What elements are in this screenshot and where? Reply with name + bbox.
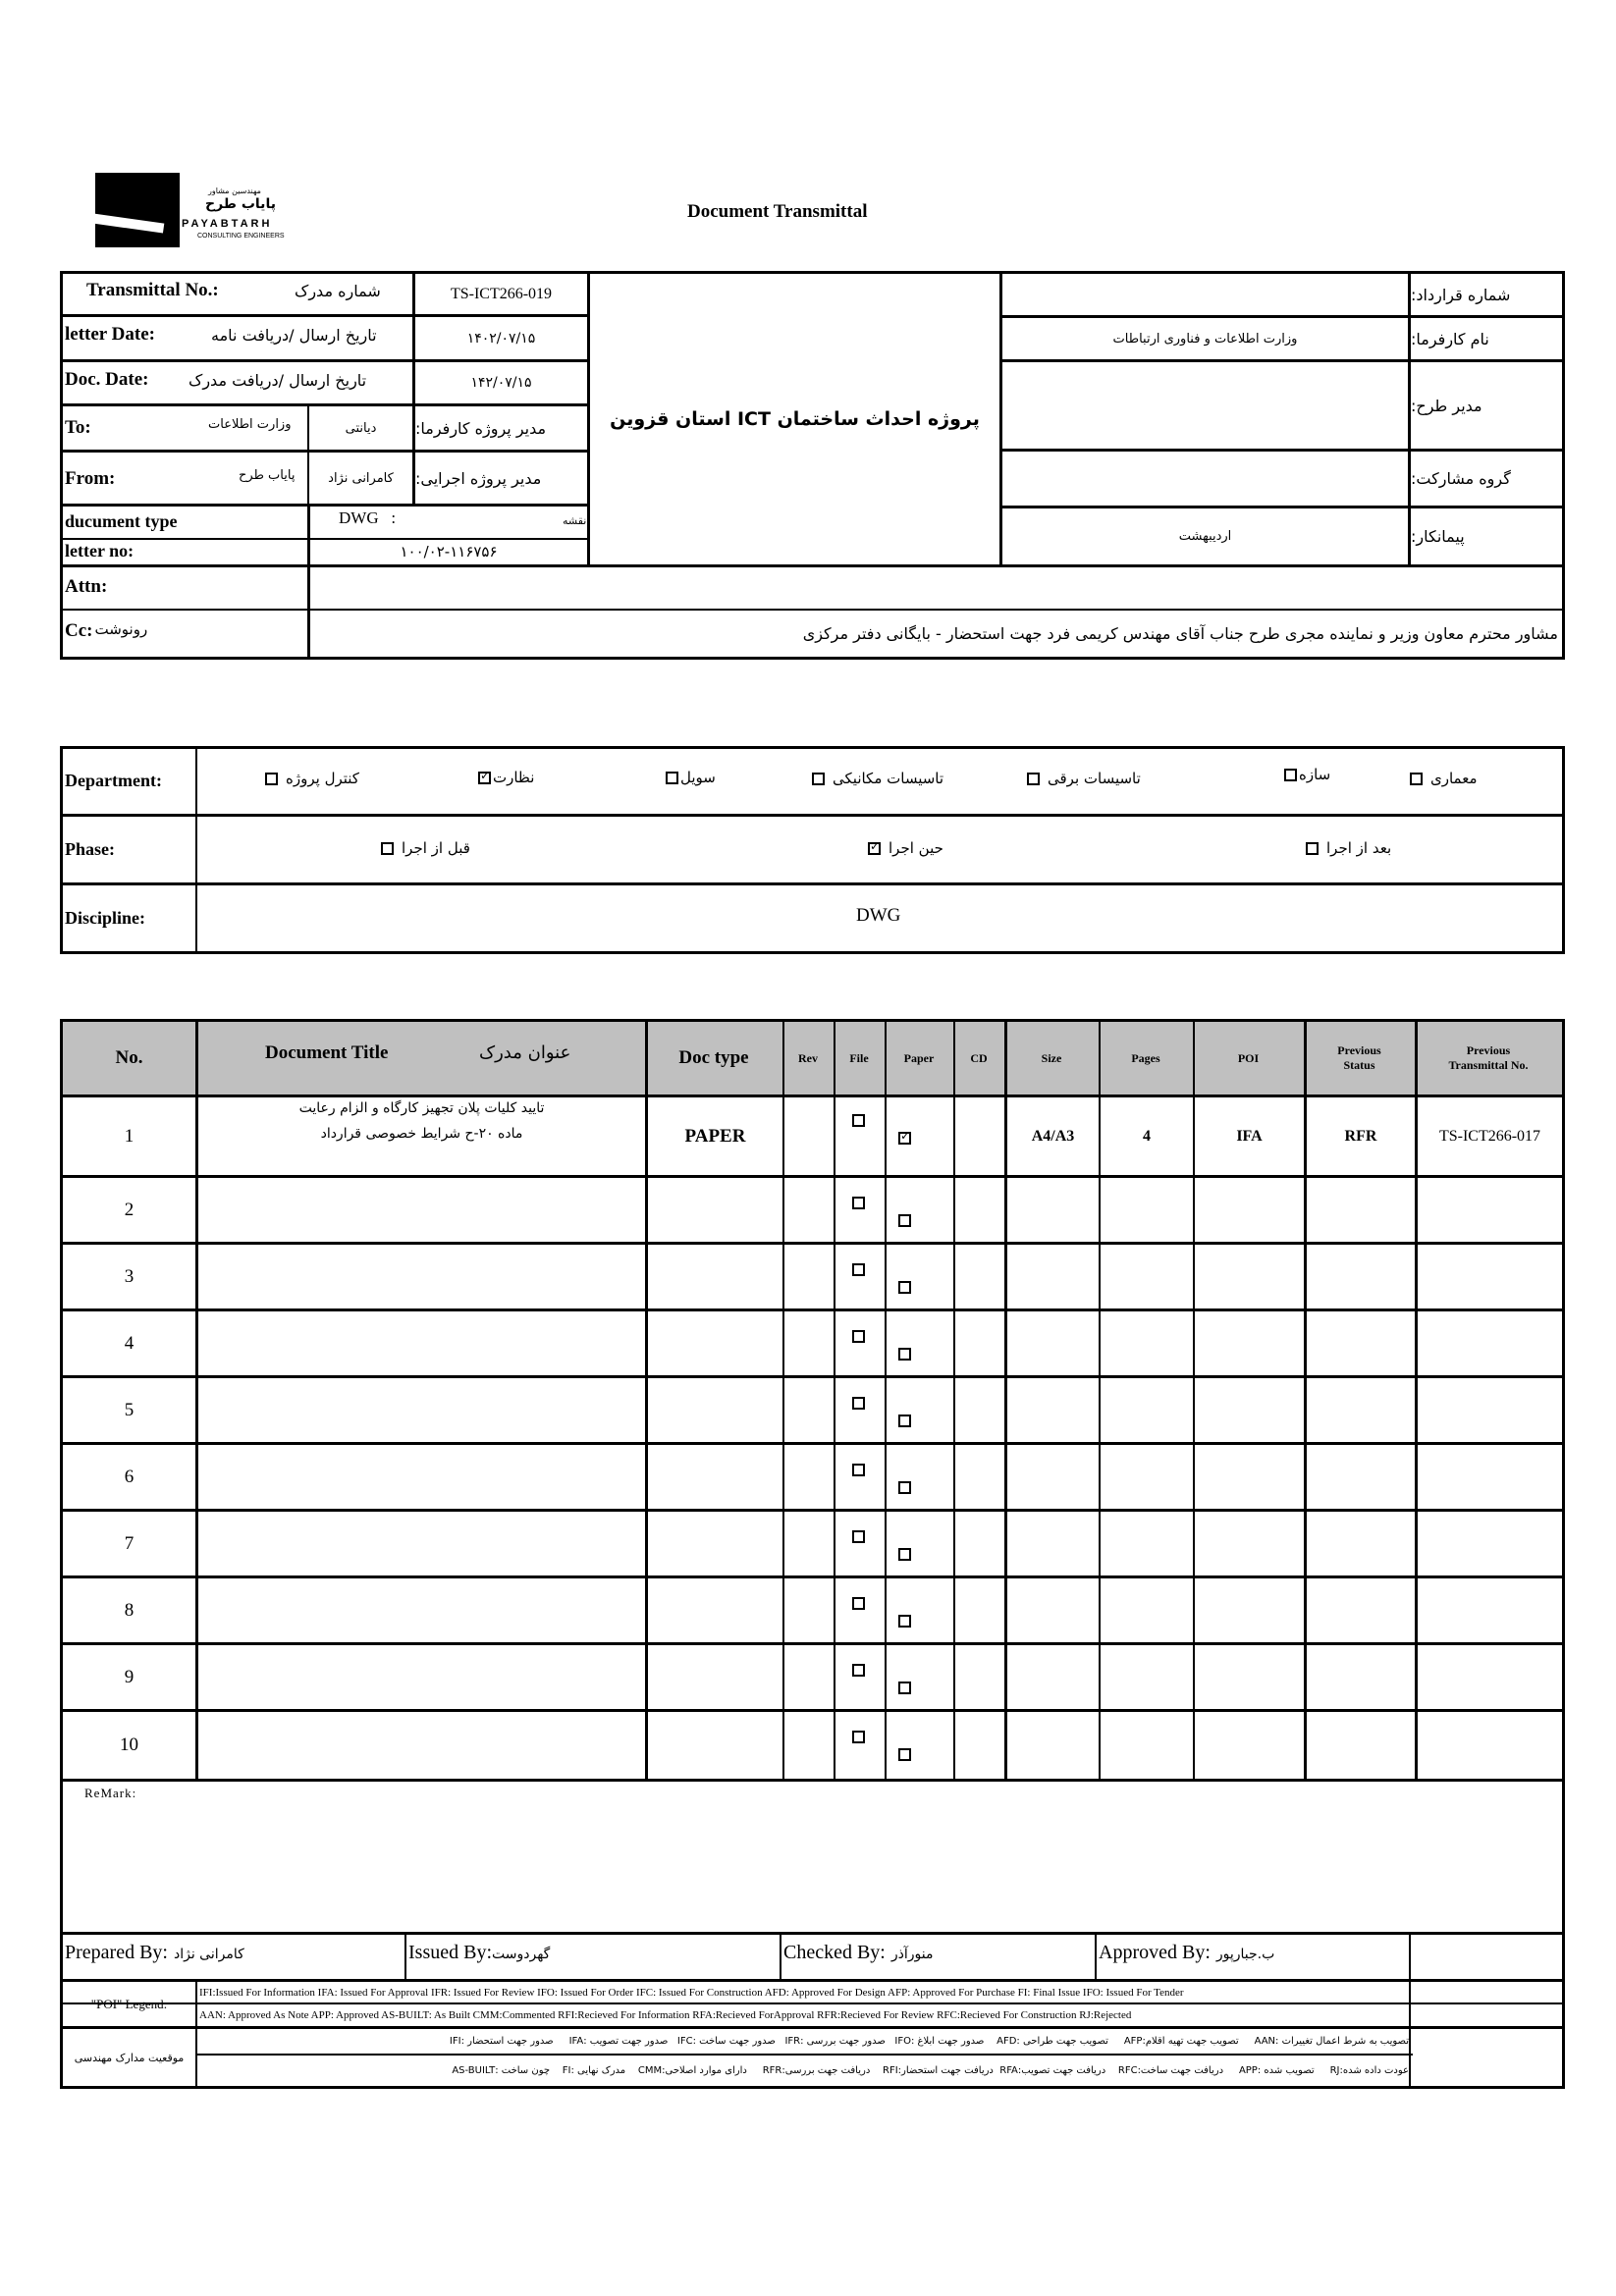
cell-size[interactable]: [1007, 1578, 1099, 1642]
attn-label: Attn:: [65, 576, 108, 597]
status-legend-line1: تصویب به شرط اعمال تغییرات :AAN تصویب جهت تهیه اقلام:AFP تصویب جهت طراحی :AFD صدور جهت ابلاغ :IFO صدور جهت بررسی :IFR صدور جهت ساخت :IFC صدور جهت تصویب :IFA صدور جهت استحضار :IFI: [449, 2036, 1409, 2047]
document-type-value[interactable]: DWG :: [339, 508, 397, 527]
checkbox-icon[interactable]: [852, 1530, 865, 1543]
transmittal-no-label-fa: شماره مدرک: [295, 282, 381, 300]
cell-prev-transmittal[interactable]: [1418, 1378, 1562, 1442]
checkbox-icon[interactable]: [852, 1731, 865, 1743]
cell-prev-status[interactable]: [1307, 1712, 1415, 1779]
contractor-label: پیمانکار:: [1411, 527, 1465, 546]
department-option-supervision[interactable]: نظارت ✓: [478, 769, 534, 786]
discipline-label: Discipline:: [65, 908, 146, 928]
cell-cd[interactable]: [955, 1097, 1004, 1175]
cell-size[interactable]: A4/A3: [1031, 1127, 1075, 1145]
col-prev-status: Previous Status: [1337, 1043, 1381, 1072]
cell-size[interactable]: [1007, 1178, 1099, 1242]
cell-pages[interactable]: [1101, 1245, 1193, 1308]
cell-size[interactable]: [1007, 1445, 1099, 1509]
cell-title[interactable]: [198, 1376, 645, 1440]
cell-title[interactable]: [198, 1643, 645, 1707]
checkbox-icon[interactable]: [1410, 773, 1423, 785]
department-option-mechanical[interactable]: تاسیسات مکانیکی: [812, 770, 943, 787]
cell-no: 3: [124, 1265, 135, 1287]
attn-value[interactable]: [312, 567, 1562, 609]
col-title-fa: عنوان مدرک: [479, 1042, 571, 1063]
checkbox-icon[interactable]: [852, 1263, 865, 1276]
discipline-value[interactable]: DWG: [856, 905, 901, 926]
department-option-civil[interactable]: سویل: [666, 769, 716, 786]
cell-prev-transmittal[interactable]: [1418, 1512, 1562, 1575]
cell-poi[interactable]: [1195, 1512, 1304, 1575]
cell-title[interactable]: [198, 1243, 645, 1307]
cell-poi[interactable]: [1195, 1645, 1304, 1709]
department-option-architecture[interactable]: معماری: [1410, 770, 1478, 787]
from-label: From:: [65, 468, 116, 489]
checkbox-icon[interactable]: [898, 1682, 911, 1694]
logo-en-name: PAYABTARH: [182, 218, 273, 230]
approved-by-name[interactable]: ب.جبارپور: [1215, 1947, 1275, 1962]
checkbox-icon[interactable]: [265, 773, 278, 785]
cell-pages[interactable]: 4: [1143, 1127, 1151, 1145]
cell-no: 4: [124, 1332, 135, 1354]
cell-prev-status[interactable]: [1307, 1512, 1415, 1575]
cell-cd[interactable]: [955, 1378, 1004, 1442]
checkbox-checked-icon[interactable]: [478, 772, 491, 784]
transmittal-no-value[interactable]: TS-ICT266-019: [450, 285, 553, 302]
document-type-label: ducument type: [65, 511, 178, 531]
cell-prev-transmittal[interactable]: [1418, 1712, 1562, 1779]
cell-no: 2: [124, 1199, 135, 1220]
cell-pages[interactable]: [1101, 1178, 1193, 1242]
col-poi: POI: [1237, 1050, 1260, 1065]
cell-no: 7: [124, 1532, 135, 1554]
col-pages: Pages: [1131, 1050, 1160, 1065]
checkbox-icon[interactable]: [898, 1548, 911, 1561]
cell-no: 8: [124, 1599, 135, 1621]
from-role: مدیر پروژه اجرایی:: [415, 468, 542, 488]
col-size: Size: [1041, 1050, 1062, 1065]
poi-legend-label: "POI" Legend:: [90, 1996, 168, 2011]
cell-prev-status[interactable]: [1307, 1578, 1415, 1642]
logo-tagline: CONSULTING ENGINEERS: [197, 233, 285, 240]
partnership-label: گروه مشارکت:: [1411, 469, 1511, 488]
cell-rev[interactable]: [784, 1512, 834, 1575]
col-paper: Paper: [903, 1050, 935, 1065]
phase-option-after[interactable]: بعد از اجرا: [1306, 839, 1391, 857]
checkbox-checked-icon[interactable]: [898, 1132, 911, 1145]
issued-by: Issued By: گهردوست: [408, 1942, 551, 1963]
cell-cd[interactable]: [955, 1645, 1004, 1709]
col-file: File: [849, 1050, 869, 1065]
cell-cd[interactable]: [955, 1578, 1004, 1642]
checkbox-icon[interactable]: [852, 1397, 865, 1410]
cell-title[interactable]: [198, 1309, 645, 1373]
cell-rev[interactable]: [784, 1378, 834, 1442]
cell-poi[interactable]: [1195, 1578, 1304, 1642]
cc-label-en: Cc:: [65, 620, 93, 641]
checkbox-icon[interactable]: [898, 1615, 911, 1628]
cell-no: 5: [124, 1399, 135, 1420]
cell-prev-status[interactable]: [1307, 1178, 1415, 1242]
cell-doc-type[interactable]: [648, 1578, 782, 1642]
cell-rev[interactable]: [784, 1178, 834, 1242]
phase-option-during[interactable]: حین اجرا ✓: [868, 839, 943, 857]
poi-legend-line2: AAN: Approved As Note APP: Approved AS-BUILT: As Built CMM:Commented RFI:Recieved For Information RFA:Recieved ForApproval RFR:Recieved For Review RFC:Recieved For Construction RJ:Rejected: [199, 2009, 1132, 2021]
to-person[interactable]: دیانتی: [345, 420, 377, 436]
cell-doc-type[interactable]: PAPER: [684, 1125, 746, 1147]
cell-pages[interactable]: [1101, 1578, 1193, 1642]
page-title: Document Transmittal: [687, 201, 868, 222]
cell-poi[interactable]: [1195, 1445, 1304, 1509]
transmittal-no-label: Transmittal No.:: [86, 280, 219, 300]
cell-prev-status[interactable]: RFR: [1344, 1127, 1377, 1145]
department-label: Department:: [65, 771, 162, 790]
checkbox-icon[interactable]: [898, 1214, 911, 1227]
client-label: نام کارفرما:: [1411, 329, 1489, 348]
col-prev-transmittal: Previous Transmittal No.: [1448, 1043, 1529, 1072]
checkbox-icon[interactable]: [812, 773, 825, 785]
checkbox-icon[interactable]: [852, 1664, 865, 1677]
letter-no-label: letter no:: [65, 541, 135, 561]
department-option-project-control[interactable]: کنترل پروژه: [265, 770, 359, 787]
cell-title[interactable]: [198, 1510, 645, 1574]
cell-poi[interactable]: [1195, 1178, 1304, 1242]
cell-poi[interactable]: IFA: [1236, 1127, 1263, 1145]
cell-title[interactable]: [198, 1710, 645, 1777]
status-legend-line2: عودت داده شده:RJ تصویب شده :APP دریافت جهت ساخت:RFC دریافت جهت تصویب:RFA دریافت جهت استحضار:RFI دریافت جهت بررسی:RFR دارای موارد اصلاحی:CMM مدرک نهایی :FI چون ساخت :AS-BUILT: [452, 2065, 1409, 2076]
checkbox-checked-icon[interactable]: [868, 842, 881, 855]
contractor-value[interactable]: اردیبهشت: [1178, 529, 1232, 544]
cell-cd[interactable]: [955, 1178, 1004, 1242]
checkbox-icon[interactable]: [1306, 842, 1319, 855]
cell-rev[interactable]: [784, 1245, 834, 1308]
cell-prev-transmittal[interactable]: TS-ICT266-017: [1438, 1127, 1541, 1145]
logo-fa-subtitle: مهندسین مشاور: [208, 187, 261, 195]
to-org[interactable]: وزارت اطلاعات: [208, 417, 292, 432]
col-cd: CD: [970, 1050, 988, 1065]
checked-by: Checked By: منورآذر: [783, 1942, 934, 1963]
status-legend-label: موقعیت مدارک مهندسی: [74, 2051, 185, 2064]
cell-size[interactable]: [1007, 1512, 1099, 1575]
checkbox-icon[interactable]: [898, 1481, 911, 1494]
company-logo: [95, 173, 316, 251]
cell-pages[interactable]: [1101, 1712, 1193, 1779]
plan-manager-value[interactable]: [1002, 362, 1408, 449]
cell-pages[interactable]: [1101, 1311, 1193, 1375]
cell-prev-transmittal[interactable]: [1418, 1311, 1562, 1375]
cell-prev-status[interactable]: [1307, 1645, 1415, 1709]
department-option-electrical[interactable]: تاسیسات برقی: [1027, 770, 1141, 787]
doc-date-value[interactable]: ۱۴۲/۰۷/۱۵: [470, 375, 532, 391]
cell-prev-status[interactable]: [1307, 1311, 1415, 1375]
to-label: To:: [65, 417, 91, 438]
logo-mark-icon: [95, 173, 180, 247]
cc-label: [65, 620, 147, 642]
phase-option-before[interactable]: قبل از اجرا: [381, 839, 470, 857]
client-value[interactable]: وزارت اطلاعات و فناوری ارتباطات: [1112, 331, 1298, 347]
cell-no: 10: [120, 1735, 138, 1755]
remark-label: ReMark:: [84, 1786, 137, 1800]
phase-label: Phase:: [65, 839, 115, 859]
checkbox-icon[interactable]: [852, 1330, 865, 1343]
cell-doc-type[interactable]: [648, 1311, 782, 1375]
cell-prev-transmittal[interactable]: [1418, 1445, 1562, 1509]
checkbox-icon[interactable]: [666, 772, 678, 784]
cell-cd[interactable]: [955, 1512, 1004, 1575]
cell-no: 6: [124, 1466, 135, 1487]
cell-no: 9: [124, 1666, 135, 1687]
project-title: پروژه احداث ساختمان ICT استان قزوین: [610, 408, 980, 430]
cell-pages[interactable]: [1101, 1445, 1193, 1509]
cell-size[interactable]: [1007, 1378, 1099, 1442]
col-doc-type: Doc type: [678, 1047, 749, 1068]
partnership-value[interactable]: [1002, 452, 1408, 506]
title-line-2: ماده ۲۰-ح شرایط خصوصی قرارداد: [320, 1126, 523, 1142]
cell-cd[interactable]: [955, 1445, 1004, 1509]
letter-date-label: letter Date:: [65, 324, 155, 345]
cell-rev[interactable]: [784, 1445, 834, 1509]
cell-prev-status[interactable]: [1307, 1378, 1415, 1442]
cell-doc-type[interactable]: [648, 1378, 782, 1442]
cell-cd[interactable]: [955, 1245, 1004, 1308]
cell-doc-type[interactable]: [648, 1712, 782, 1779]
checkbox-icon[interactable]: [852, 1464, 865, 1476]
document-type-value-fa: نقشه: [563, 514, 587, 527]
cell-rev[interactable]: [784, 1578, 834, 1642]
poi-legend-line1: IFI:Issued For Information IFA: Issued For Approval IFR: Issued For Review IFO: Issued For Order IFC: Issued For Construction AFD: Approved For Design AFP: Approved For Purchase FI: Final Issue IFO: Issued For Tender: [199, 1986, 1184, 1999]
cell-doc-type[interactable]: [648, 1178, 782, 1242]
checked-by-name[interactable]: منورآذر: [890, 1947, 934, 1962]
issued-by-name[interactable]: گهردوست: [492, 1947, 551, 1962]
checkbox-icon[interactable]: [852, 1197, 865, 1209]
cell-size[interactable]: [1007, 1645, 1099, 1709]
checkbox-icon[interactable]: [1027, 773, 1040, 785]
approved-by: Approved By: ب.جبارپور: [1099, 1942, 1275, 1963]
cell-title[interactable]: [198, 1095, 645, 1173]
contract-no-label: شماره قرارداد:: [1411, 285, 1511, 304]
cell-prev-status[interactable]: [1307, 1245, 1415, 1308]
from-person[interactable]: کامرانی نژاد: [328, 470, 394, 486]
cell-title[interactable]: [198, 1176, 645, 1240]
to-role: مدیر پروژه کارفرما:: [415, 418, 547, 438]
letter-no-value[interactable]: ۱۰۰/۰۲-۱۱۶۷۵۶: [400, 543, 498, 561]
cell-prev-transmittal[interactable]: [1418, 1645, 1562, 1709]
cell-prev-transmittal[interactable]: [1418, 1245, 1562, 1308]
checkbox-icon[interactable]: [381, 842, 394, 855]
cell-rev[interactable]: [784, 1097, 834, 1175]
cell-pages[interactable]: [1101, 1512, 1193, 1575]
plan-manager-label: مدیر طرح:: [1411, 396, 1482, 415]
cc-label-fa: رونوشت: [94, 620, 148, 638]
logo-fa-name: پایاب طرح: [205, 196, 276, 212]
cell-doc-type[interactable]: [648, 1445, 782, 1509]
contract-no-value[interactable]: [1002, 274, 1408, 315]
cell-doc-type[interactable]: [648, 1512, 782, 1575]
doc-date-label-fa: تاریخ ارسال /دریافت مدرک: [189, 371, 367, 390]
checkbox-icon[interactable]: [852, 1114, 865, 1127]
cell-doc-type[interactable]: [648, 1645, 782, 1709]
cell-prev-transmittal[interactable]: [1418, 1578, 1562, 1642]
cell-title[interactable]: [198, 1576, 645, 1640]
cc-value[interactable]: مشاور محترم معاون وزیر و نماینده مجری طرح جناب آقای مهندس کریمی فرد جهت استحضار - بایگانی دفتر مرکزی: [802, 624, 1558, 643]
cell-cd[interactable]: [955, 1311, 1004, 1375]
remark-field[interactable]: [63, 1804, 1562, 1932]
col-title-en: Document Title: [265, 1042, 389, 1063]
cell-rev[interactable]: [784, 1712, 834, 1779]
cell-poi[interactable]: [1195, 1245, 1304, 1308]
cell-poi[interactable]: [1195, 1712, 1304, 1779]
cell-cd[interactable]: [955, 1712, 1004, 1779]
department-option-structure[interactable]: سازه: [1284, 766, 1330, 783]
from-org[interactable]: پایاب طرح: [239, 468, 296, 483]
letter-date-label-fa: تاریخ ارسال /دریافت نامه: [211, 326, 377, 345]
col-no: No.: [115, 1047, 143, 1068]
cell-poi[interactable]: [1195, 1311, 1304, 1375]
cell-size[interactable]: [1007, 1245, 1099, 1308]
cell-rev[interactable]: [784, 1311, 834, 1375]
checkbox-icon[interactable]: [898, 1281, 911, 1294]
checkbox-icon[interactable]: [1284, 769, 1297, 781]
cell-prev-status[interactable]: [1307, 1445, 1415, 1509]
cell-rev[interactable]: [784, 1645, 834, 1709]
cell-size[interactable]: [1007, 1311, 1099, 1375]
checkbox-icon[interactable]: [898, 1415, 911, 1427]
cell-pages[interactable]: [1101, 1645, 1193, 1709]
cell-title[interactable]: [198, 1443, 645, 1507]
col-rev: Rev: [798, 1050, 818, 1065]
cell-poi[interactable]: [1195, 1378, 1304, 1442]
title-line-1: تایید کلیات پلان تجهیز کارگاه و الزام رعایت: [298, 1100, 545, 1116]
checkbox-icon[interactable]: [898, 1348, 911, 1361]
prepared-by-name[interactable]: کامرانی نژاد: [173, 1947, 244, 1962]
checkbox-icon[interactable]: [852, 1597, 865, 1610]
cell-doc-type[interactable]: [648, 1245, 782, 1308]
cell-size[interactable]: [1007, 1712, 1099, 1779]
checkbox-icon[interactable]: [898, 1748, 911, 1761]
prepared-by: Prepared By: کامرانی نژاد: [65, 1942, 244, 1963]
cell-pages[interactable]: [1101, 1378, 1193, 1442]
cell-prev-transmittal[interactable]: [1418, 1178, 1562, 1242]
doc-date-label: Doc. Date:: [65, 369, 149, 390]
cell-no: 1: [124, 1125, 135, 1147]
letter-date-value[interactable]: ۱۴۰۲/۰۷/۱۵: [466, 330, 536, 347]
